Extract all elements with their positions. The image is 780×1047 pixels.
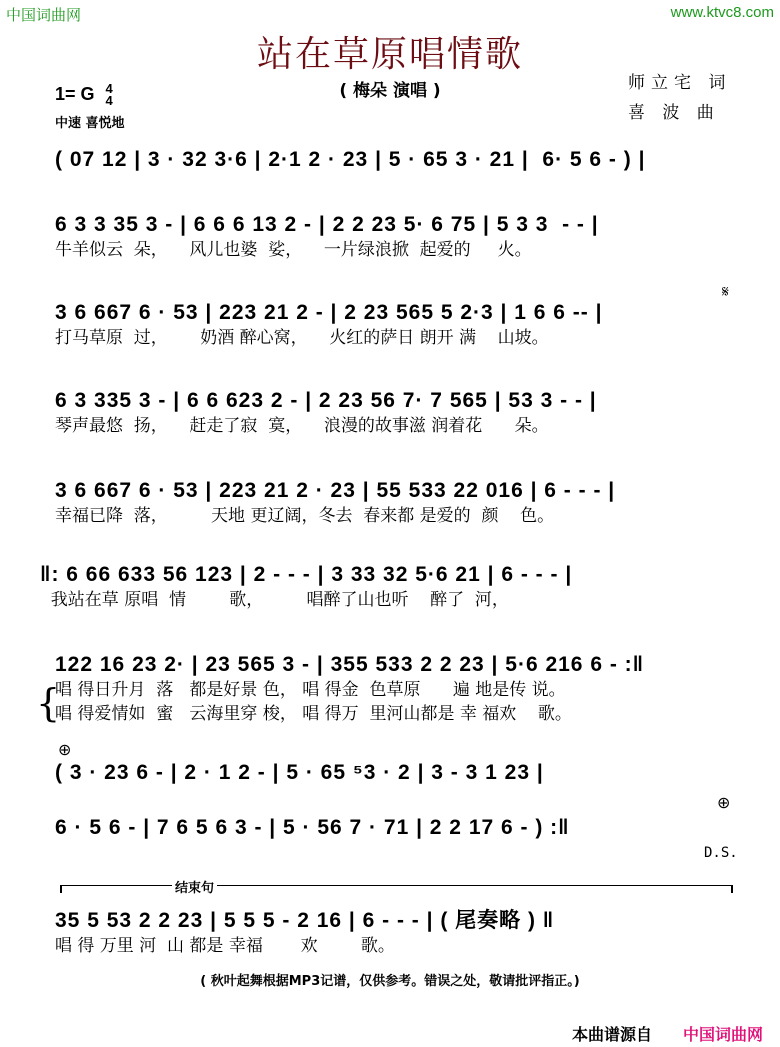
score-line-3 xyxy=(55,300,745,350)
source-site-link[interactable]: 中国词曲网 xyxy=(683,1025,764,1044)
lyrics: 打马草原 过， 奶酒 醉心窝， 火红的萨日 朗开 满 山坡。 xyxy=(55,328,549,348)
key-signature xyxy=(55,83,113,107)
key-label: 1= G xyxy=(55,83,95,104)
lyrics: 牛羊似云 朵， 风儿也婆 娑， 一片绿浪掀 起爱的 火。 xyxy=(55,240,532,260)
score-line-5 xyxy=(55,478,745,528)
notation: ( 07 12 | 3 · 32 3·6 | 2·1 2 · 23 | 5 · 65 3 · 21 | 6· 5 6 - ) | xyxy=(55,148,646,171)
notation: ( 3 · 23 6 - | 2 · 1 2 - | 5 · 65 ⁵3 · 2 | 3 - 3 1 23 | xyxy=(55,761,544,784)
ending-label: 结束句 xyxy=(172,877,217,896)
lyrics: 琴声最悠 扬， 赶走了寂 寞， 浪漫的故事滋 润着花 朵。 xyxy=(55,416,549,436)
notation: 3 6 667 6 · 53 | 223 21 2 - | 2 23 565 5 2·3 | 1 6 6 -- | xyxy=(55,301,603,324)
coda-icon: ⊕ xyxy=(717,793,731,812)
notation: 122 16 23 2· | 23 565 3 - | 355 533 2 2 23 | 5·6 216 6 - :‖ xyxy=(55,653,645,676)
notation: 6 3 335 3 - | 6 6 623 2 - | 2 23 56 7· 7 565 | 53 3 - - | xyxy=(55,389,597,412)
lyrics-verse-2: 唱 得爱情如 蜜 云海里穿 梭， 唱 得万 里河山都是 幸 福欢 歌。 xyxy=(55,704,572,724)
performer: ( 梅朵 演唱 ) xyxy=(339,81,441,101)
score-line-9 xyxy=(55,815,745,841)
coda-icon: ⊕ xyxy=(58,740,72,759)
lyrics-verse-1: 唱 得日升月 落 都是好景 色， 唱 得金 色草原 遍 地是传 说。 xyxy=(55,680,566,700)
notation: 6 3 3 35 3 - | 6 6 6 13 2 - | 2 2 23 5· 6 75 | 5 3 3 - - | xyxy=(55,213,599,236)
time-sig-bottom: 4 xyxy=(105,93,113,108)
tempo-marking: 中速 喜悦地 xyxy=(55,116,125,131)
site-url-right[interactable]: www.ktvc8.com xyxy=(670,4,774,21)
time-sig-top: 4 xyxy=(105,81,113,96)
song-title: 站在草原唱情歌 xyxy=(256,34,523,75)
source-label: 本曲谱源自 xyxy=(572,1025,653,1044)
lyricist-credit: 师立宅 词 xyxy=(628,73,732,93)
ending-bracket xyxy=(60,885,732,886)
notation: 3 6 667 6 · 53 | 223 21 2 · 23 | 55 533 22 016 | 6 - - - | xyxy=(55,479,616,502)
score-line-10 xyxy=(55,908,745,958)
transcriber-note: ( 秋叶起舞根据MP3记谱，仅供参考。错误之处，敬请批评指正。) xyxy=(200,974,580,989)
time-signature xyxy=(106,83,113,107)
notation: ‖: 6 66 633 56 123 | 2 - - - | 3 33 32 5·6 21 | 6 - - - | xyxy=(40,563,573,586)
score-line-7 xyxy=(55,652,745,726)
ending-bracket-left xyxy=(60,885,62,893)
score-line-8 xyxy=(55,760,745,786)
score-line-2 xyxy=(55,212,745,262)
segno-icon: 𝄋 xyxy=(722,282,729,301)
lyrics: 唱 得 万里 河 山 都是 幸福 欢 歌。 xyxy=(55,936,395,956)
score-line-1 xyxy=(55,147,745,173)
notation: 6 · 5 6 - | 7 6 5 6 3 - | 5 · 56 7 · 71 | 2 2 17 6 - ) :‖ xyxy=(55,816,570,839)
score-line-6 xyxy=(40,562,730,612)
lyrics: 幸福已降 落， 天地 更辽阔，冬去 春来都 是爱的 颜 色。 xyxy=(55,506,555,526)
lyrics: 我站在草 原唱 情 歌， 唱醉了山也听 醉了 河， xyxy=(40,590,509,610)
ending-bracket-right xyxy=(731,885,733,893)
ds-marking: D.S. xyxy=(704,845,738,861)
notation: 35 5 53 2 2 23 | 5 5 5 - 2 16 | 6 - - - | ( 尾奏略 ) ‖ xyxy=(55,909,555,932)
site-logo-left[interactable]: 中国词曲网 xyxy=(6,6,82,24)
verse-brace: { xyxy=(36,681,61,725)
score-line-4 xyxy=(55,388,745,438)
composer-credit: 喜 波 曲 xyxy=(628,103,720,123)
